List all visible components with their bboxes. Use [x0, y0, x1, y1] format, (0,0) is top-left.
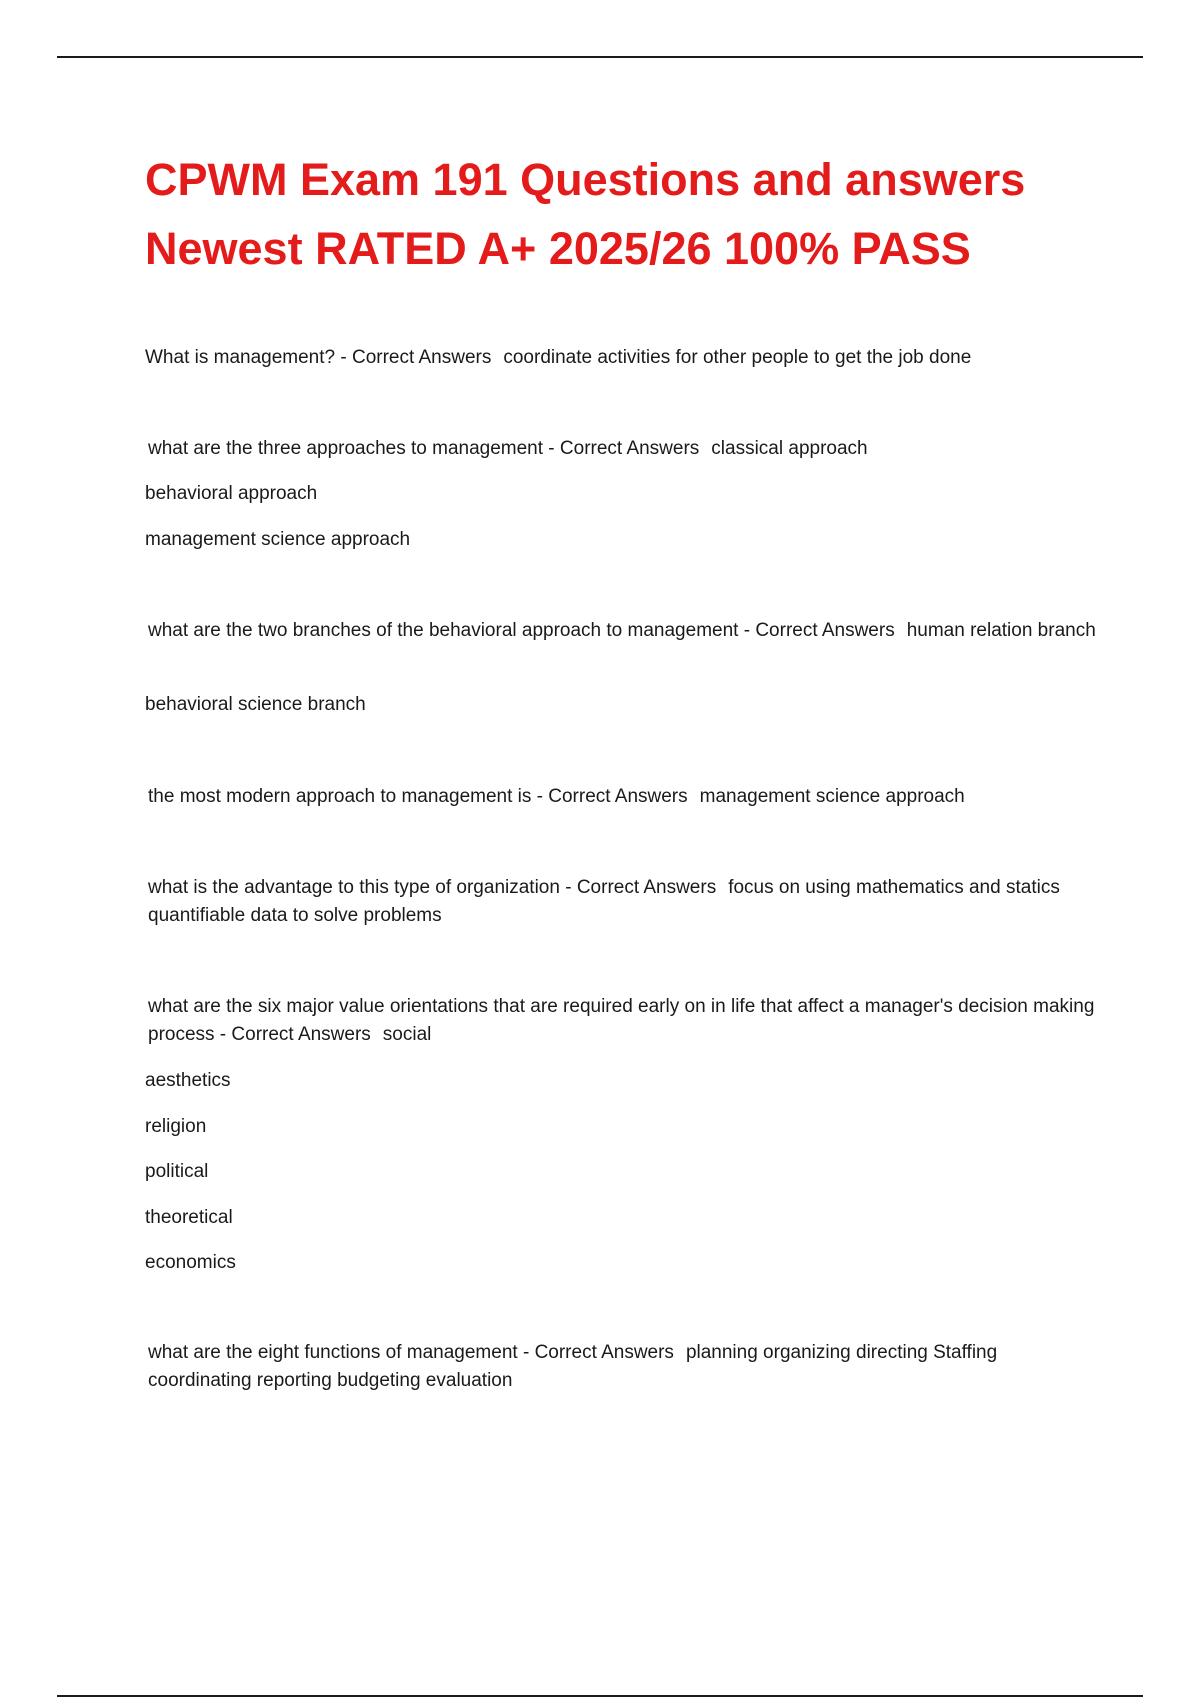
correct-answers-label: Correct Answers — [548, 786, 688, 807]
answer-line: management science approach — [145, 529, 411, 550]
answer-text: classical approach — [711, 438, 868, 459]
question-text: What is management? - Correct Answers coordinate activities for other people to get the job done — [145, 347, 972, 368]
answer-line: behavioral science branch — [145, 694, 366, 715]
answer-text: focus on using mathematics and statics quantifiable data to solve problems — [148, 877, 1060, 926]
correct-answers-label: Correct Answers — [576, 877, 717, 898]
correct-answers-label: Correct Answers — [231, 1024, 371, 1045]
answer-text: planning organizing directing Staffing coordinating reporting budgeting evaluation — [148, 1342, 998, 1391]
answer-text: social — [382, 1024, 432, 1045]
question-text: the most modern approach to management is - Correct Answers management science approach — [148, 786, 965, 807]
answer-line: political — [145, 1161, 209, 1182]
answer-text: human relation branch — [906, 620, 1096, 641]
top-rule — [57, 56, 1143, 58]
title-line-2: Newest RATED A+ 2025/26 100% PASS — [145, 223, 971, 274]
answer-line: religion — [145, 1116, 207, 1137]
answer-line: aesthetics — [145, 1070, 231, 1091]
answer-line: economics — [145, 1252, 236, 1273]
bottom-rule — [57, 1695, 1143, 1697]
question-text: what is the advantage to this type of organization - Correct Answers focus on using mathematics and statics quantifiable data to solve problems — [148, 877, 1060, 926]
correct-answers-label: Correct Answers — [351, 347, 492, 368]
question-text: what are the three approaches to management - Correct Answers classical approach — [148, 438, 868, 459]
question-text: what are the two branches of the behavioral approach to management - Correct Answers human relation branch — [148, 620, 1096, 641]
correct-answers-label: Correct Answers — [559, 438, 700, 459]
answer-line: theoretical — [145, 1207, 233, 1228]
answer-text: coordinate activities for other people to get the job done — [503, 347, 972, 368]
document-title — [145, 145, 1095, 283]
correct-answers-label: Correct Answers — [755, 620, 895, 641]
correct-answers-label: Correct Answers — [534, 1342, 674, 1363]
title-line-1: CPWM Exam 191 Questions and answers — [145, 154, 1026, 205]
answer-line: behavioral approach — [145, 483, 318, 504]
question-text: what are the eight functions of management - Correct Answers planning organizing directing Staffing coordinating reporting budgeting evaluation — [148, 1342, 998, 1391]
question-text: what are the six major value orientations that are required early on in life that affect a manager's decision making process - Correct Answers social — [148, 996, 1095, 1045]
answer-text: management science approach — [699, 786, 965, 807]
